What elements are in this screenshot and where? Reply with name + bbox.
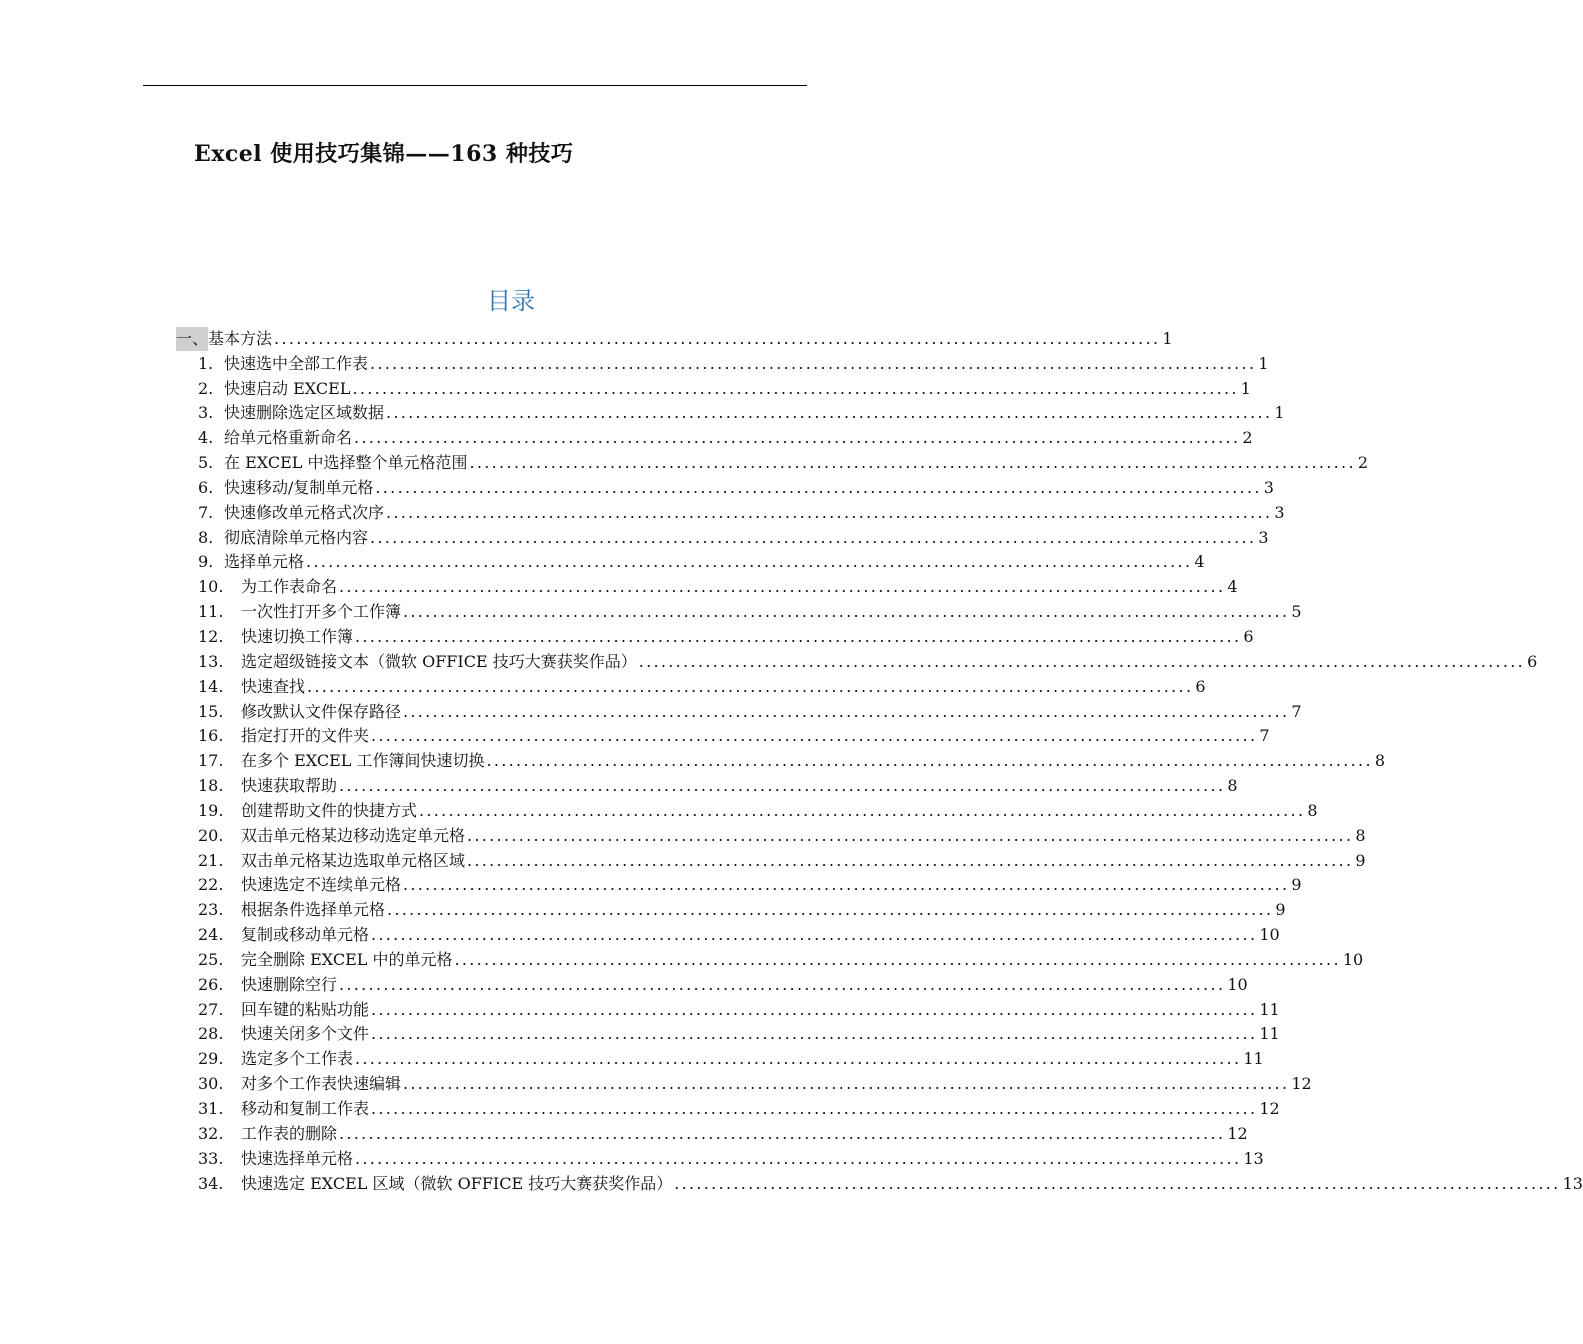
- toc-entry[interactable]: [176, 624, 1254, 649]
- toc-entry-number: 15.: [198, 701, 224, 721]
- toc-page-number: 8: [1307, 800, 1318, 820]
- toc-page-number: 2: [1357, 453, 1369, 473]
- toc-leader-dots: ........................................................................................................................: [674, 1173, 1561, 1193]
- toc-page-number: 6: [1527, 651, 1538, 671]
- toc-entry-label: 快速删除空行: [241, 974, 338, 994]
- toc-entry[interactable]: [176, 947, 1364, 972]
- toc-entry[interactable]: [176, 401, 1285, 426]
- toc-leader-dots: ........................................................................................................................: [371, 726, 1258, 746]
- toc-page-number: 3: [1263, 477, 1274, 497]
- toc-entry-label: 回车键的粘贴功能: [241, 999, 370, 1019]
- toc-leader-dots: ........................................................................................................................: [371, 999, 1258, 1019]
- toc-entry[interactable]: [176, 724, 1270, 749]
- toc-entry[interactable]: [176, 922, 1280, 947]
- toc-leader-dots: ........................................................................................................................: [354, 428, 1241, 448]
- toc-entry-number: 10.: [198, 577, 224, 597]
- toc-leader-dots: ........................................................................................................................: [469, 453, 1356, 473]
- toc-entry[interactable]: [176, 1146, 1264, 1171]
- toc-entry[interactable]: [176, 1121, 1248, 1146]
- toc-entry-label: 选定多个工作表: [241, 1049, 354, 1069]
- toc-leader-dots: ........................................................................................................................: [454, 949, 1341, 969]
- toc-entry-number: 26.: [198, 974, 224, 994]
- toc-entry-label: 双击单元格某边移动选定单元格: [241, 825, 466, 845]
- toc-entry[interactable]: [176, 823, 1366, 848]
- toc-entry-label: 快速移动/复制单元格: [224, 477, 374, 497]
- toc-leader-dots: ........................................................................................................................: [339, 776, 1226, 796]
- toc-page-number: 1: [1274, 403, 1285, 423]
- toc-page-number: 7: [1291, 701, 1302, 721]
- toc-page-number: 11: [1243, 1049, 1264, 1069]
- toc-entry-number: 4.: [198, 428, 214, 448]
- toc-entry-number: 22.: [198, 875, 224, 895]
- toc-page-number: 9: [1355, 850, 1366, 870]
- toc-entry-label: 复制或移动单元格: [241, 925, 370, 945]
- toc-page-number: 13: [1562, 1173, 1583, 1193]
- toc-entry-label: 双击单元格某边选取单元格区域: [241, 850, 466, 870]
- toc-entry-label: 给单元格重新命名: [224, 428, 353, 448]
- toc-entry-number: 30.: [198, 1074, 224, 1094]
- toc-leader-dots: ........................................................................................................................: [467, 850, 1354, 870]
- toc-entry[interactable]: [176, 1096, 1280, 1121]
- toc-entry[interactable]: [176, 500, 1285, 525]
- toc-entry-label: 快速修改单元格式次序: [224, 502, 385, 522]
- toc-leader-dots: ........................................................................................................................: [403, 1074, 1290, 1094]
- toc-leader-dots: ........................................................................................................................: [370, 527, 1257, 547]
- toc-entry-label: 快速选定不连续单元格: [241, 875, 402, 895]
- toc-entry-label: 创建帮助文件的快捷方式: [241, 800, 418, 820]
- toc-leader-dots: ........................................................................................................................: [419, 800, 1306, 820]
- table-of-contents: [176, 326, 1583, 1196]
- toc-leader-dots: ........................................................................................................................: [386, 502, 1273, 522]
- toc-page-number: 8: [1374, 751, 1386, 771]
- toc-entry[interactable]: [176, 649, 1538, 674]
- toc-entry[interactable]: [176, 897, 1286, 922]
- toc-entry-label: 工作表的删除: [241, 1123, 338, 1143]
- toc-page-number: 9: [1291, 875, 1302, 895]
- toc-entry-number: 29.: [198, 1049, 224, 1069]
- toc-entry[interactable]: [176, 1071, 1312, 1096]
- toc-entry-label: 在 EXCEL 中选择整个单元格范围: [224, 453, 468, 473]
- toc-page-number: 12: [1291, 1074, 1312, 1094]
- toc-entry[interactable]: [176, 550, 1205, 575]
- toc-entry-label: 快速选定 EXCEL 区域（微软 OFFICE 技巧大赛获奖作品）: [241, 1173, 673, 1193]
- toc-entry-number: 6.: [198, 477, 214, 497]
- toc-entry-label: 一次性打开多个工作簿: [241, 602, 402, 622]
- toc-entry-number: 27.: [198, 999, 224, 1019]
- toc-entry[interactable]: [176, 574, 1238, 599]
- toc-entry-number: 3.: [198, 403, 214, 423]
- toc-entry-label: 完全删除 EXCEL 中的单元格: [241, 949, 453, 969]
- toc-leader-dots: ........................................................................................................................: [371, 1024, 1258, 1044]
- toc-entry-label: 在多个 EXCEL 工作簿间快速切换: [241, 751, 485, 771]
- toc-entry-number: 21.: [198, 850, 224, 870]
- toc-entry[interactable]: [176, 599, 1302, 624]
- toc-leader-dots: ........................................................................................................................: [486, 751, 1373, 771]
- toc-entry[interactable]: [176, 972, 1248, 997]
- toc-leader-dots: ........................................................................................................................: [375, 477, 1262, 497]
- toc-leader-dots: ........................................................................................................................: [274, 328, 1161, 348]
- toc-page-number: 1: [1162, 328, 1173, 348]
- toc-leader-dots: ........................................................................................................................: [339, 1123, 1226, 1143]
- toc-leader-dots: ........................................................................................................................: [339, 577, 1226, 597]
- toc-entry-number: 1.: [198, 353, 214, 373]
- toc-entry-number: 25.: [198, 949, 224, 969]
- toc-entry-number: 8.: [198, 527, 214, 547]
- toc-entry-label: 选择单元格: [224, 552, 305, 572]
- toc-leader-dots: ........................................................................................................................: [467, 825, 1354, 845]
- toc-leader-dots: ........................................................................................................................: [371, 1099, 1258, 1118]
- toc-page-number: 7: [1259, 726, 1270, 746]
- toc-leader-dots: ........................................................................................................................: [371, 925, 1258, 945]
- toc-page-number: 4: [1227, 577, 1238, 597]
- toc-entry-label: 指定打开的文件夹: [241, 726, 370, 746]
- toc-leader-dots: ........................................................................................................................: [638, 651, 1526, 671]
- toc-entry-label: 根据条件选择单元格: [241, 900, 386, 920]
- toc-entry-number: 23.: [198, 900, 224, 920]
- toc-entry[interactable]: [176, 748, 1386, 773]
- toc-entry[interactable]: [176, 674, 1206, 699]
- toc-entry[interactable]: [176, 997, 1280, 1022]
- toc-entry[interactable]: [176, 425, 1253, 450]
- toc-page-number: 13: [1243, 1148, 1264, 1168]
- toc-entry-label: 快速选择单元格: [241, 1148, 354, 1168]
- toc-entry-number: 31.: [198, 1099, 224, 1118]
- toc-entry-number: 7.: [198, 502, 214, 522]
- toc-entry[interactable]: [176, 376, 1251, 401]
- toc-section-prefix: 一、: [176, 327, 208, 351]
- toc-entry-number: 11.: [198, 602, 224, 622]
- toc-leader-dots: ........................................................................................................................: [355, 1049, 1242, 1069]
- toc-leader-dots: ........................................................................................................................: [370, 353, 1257, 373]
- toc-page-number: 10: [1227, 974, 1248, 994]
- toc-section-row[interactable]: [176, 326, 1173, 351]
- toc-entry-label: 彻底清除单元格内容: [224, 527, 369, 547]
- toc-page-number: 6: [1195, 676, 1206, 696]
- toc-page-number: 11: [1259, 1024, 1280, 1044]
- toc-entry-number: 16.: [198, 726, 224, 746]
- toc-entry[interactable]: [176, 1022, 1280, 1047]
- toc-section-label: 基本方法: [208, 328, 273, 348]
- toc-entry-label: 快速启动 EXCEL: [224, 378, 351, 398]
- toc-leader-dots: ........................................................................................................................: [403, 602, 1290, 622]
- toc-entry-number: 19.: [198, 800, 224, 820]
- toc-leader-dots: ........................................................................................................................: [352, 378, 1239, 398]
- toc-entry[interactable]: [176, 525, 1269, 550]
- toc-entry[interactable]: [176, 848, 1366, 873]
- toc-page-number: 12: [1227, 1123, 1248, 1143]
- toc-page-number: 5: [1291, 602, 1302, 622]
- toc-leader-dots: ........................................................................................................................: [306, 552, 1193, 572]
- toc-entry-label: 选定超级链接文本（微软 OFFICE 技巧大赛获奖作品）: [241, 651, 637, 671]
- toc-leader-dots: ........................................................................................................................: [387, 900, 1274, 920]
- toc-page-number: 8: [1355, 825, 1366, 845]
- toc-page-number: 10: [1259, 925, 1280, 945]
- toc-entry-label: 快速选中全部工作表: [224, 353, 369, 373]
- toc-page-number: 10: [1342, 949, 1364, 969]
- toc-leader-dots: ........................................................................................................................: [386, 403, 1273, 423]
- toc-entry[interactable]: [176, 773, 1238, 798]
- toc-page-number: 11: [1259, 999, 1280, 1019]
- toc-page-number: 2: [1242, 428, 1253, 448]
- toc-entry-number: 20.: [198, 825, 224, 845]
- toc-entry-label: 为工作表命名: [241, 577, 338, 597]
- toc-leader-dots: ........................................................................................................................: [403, 701, 1290, 721]
- toc-entry-number: 32.: [198, 1123, 224, 1143]
- toc-entry-number: 12.: [198, 626, 224, 646]
- toc-page-number: 1: [1258, 353, 1269, 373]
- toc-entry-number: 34.: [198, 1173, 224, 1193]
- document-title: Excel 使用技巧集锦——163 种技巧: [194, 141, 574, 167]
- toc-entry[interactable]: [176, 1171, 1583, 1196]
- toc-entry-number: 28.: [198, 1024, 224, 1044]
- toc-entry[interactable]: [176, 1046, 1264, 1071]
- toc-entry[interactable]: [176, 475, 1274, 500]
- toc-entry-number: 18.: [198, 776, 224, 796]
- toc-leader-dots: ........................................................................................................................: [339, 974, 1226, 994]
- toc-leader-dots: ........................................................................................................................: [307, 676, 1194, 696]
- toc-leader-dots: ........................................................................................................................: [403, 875, 1290, 895]
- toc-entry-label: 快速查找: [241, 676, 306, 696]
- toc-entry-label: 快速获取帮助: [241, 776, 338, 796]
- toc-entry-number: 13.: [198, 651, 224, 671]
- toc-page-number: 8: [1227, 776, 1238, 796]
- toc-entry[interactable]: [176, 699, 1302, 724]
- toc-entry-label: 移动和复制工作表: [241, 1099, 370, 1118]
- toc-entry-label: 快速删除选定区域数据: [224, 403, 385, 423]
- toc-page-number: 3: [1274, 502, 1285, 522]
- toc-entry-label: 对多个工作表快速编辑: [241, 1074, 402, 1094]
- toc-entry-number: 9.: [198, 552, 214, 572]
- header-rule: [143, 85, 807, 86]
- toc-entry-number: 14.: [198, 676, 224, 696]
- toc-entry-label: 修改默认文件保存路径: [241, 701, 402, 721]
- toc-entry[interactable]: [176, 873, 1302, 898]
- toc-entry-label: 快速关闭多个文件: [241, 1024, 370, 1044]
- toc-page-number: 4: [1194, 552, 1205, 572]
- toc-page-number: 9: [1275, 900, 1286, 920]
- toc-entry-number: 5.: [198, 453, 214, 473]
- toc-entry-label: 快速切换工作簿: [241, 626, 354, 646]
- toc-page-number: 12: [1259, 1099, 1280, 1118]
- toc-page-number: 6: [1243, 626, 1254, 646]
- toc-page-number: 3: [1258, 527, 1269, 547]
- toc-entry[interactable]: [176, 351, 1269, 376]
- toc-entry[interactable]: [176, 450, 1369, 475]
- toc-page-number: 1: [1240, 378, 1251, 398]
- toc-entry-number: 33.: [198, 1148, 224, 1168]
- toc-entry[interactable]: [176, 798, 1318, 823]
- toc-entry-number: 17.: [198, 751, 224, 771]
- toc-leader-dots: ........................................................................................................................: [355, 1148, 1242, 1168]
- toc-leader-dots: ........................................................................................................................: [355, 626, 1242, 646]
- toc-heading: 目录: [487, 287, 535, 315]
- toc-entry-number: 24.: [198, 925, 224, 945]
- toc-entry-number: 2.: [198, 378, 214, 398]
